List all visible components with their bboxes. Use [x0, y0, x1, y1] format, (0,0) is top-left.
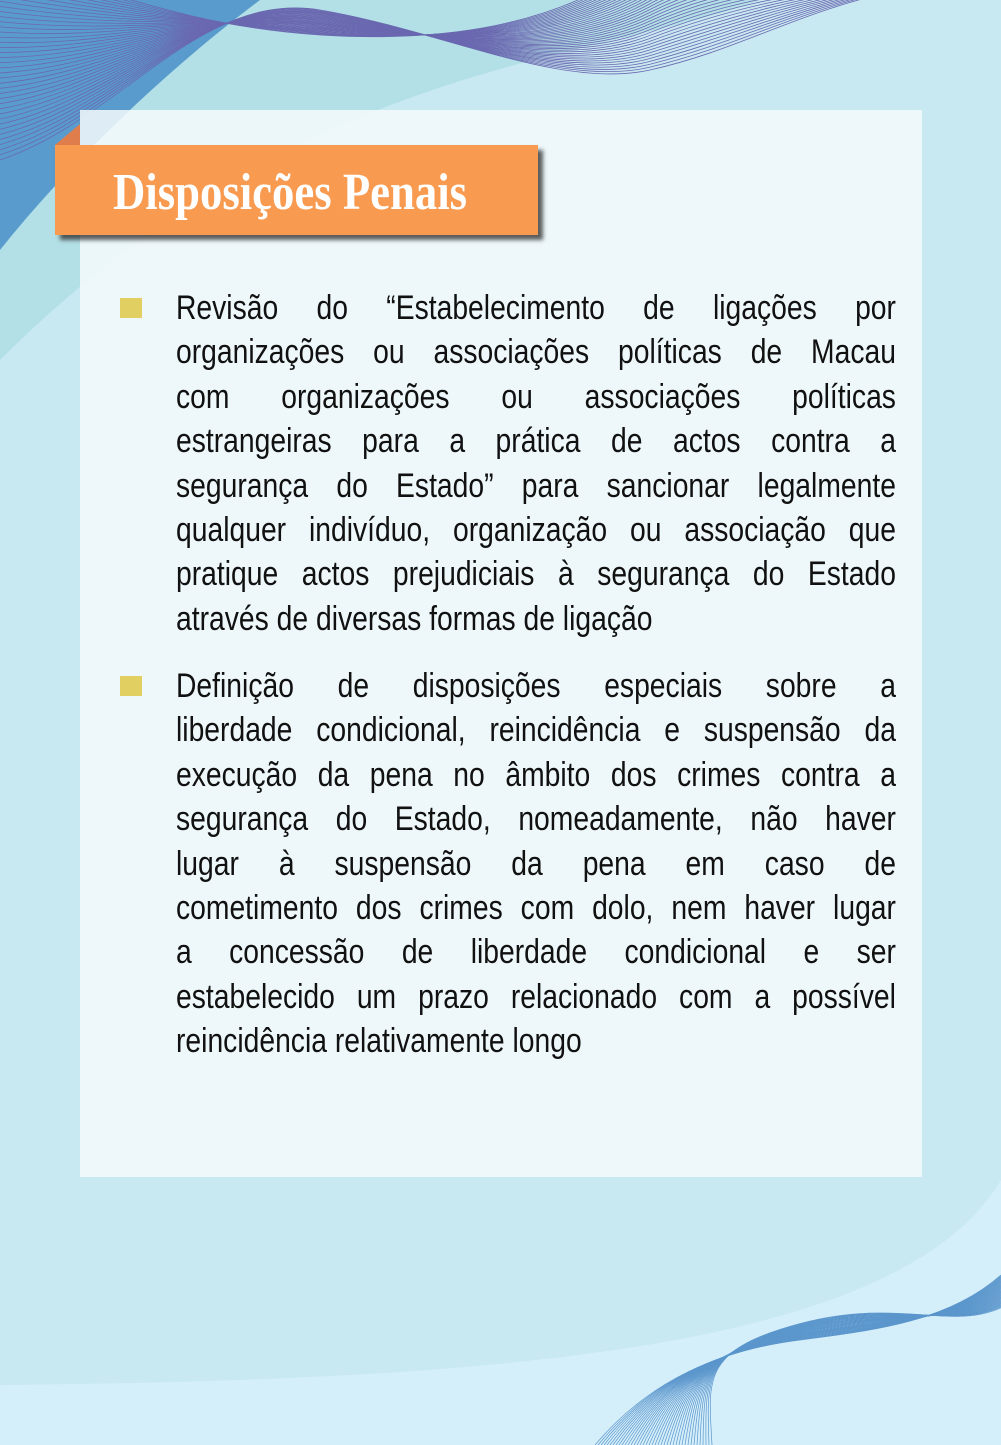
text-line: segurança do Estado” para sancionar legalmente	[176, 466, 896, 505]
bullet-square-icon	[120, 298, 142, 318]
text-line: a concessão de liberdade condicional e ser	[176, 933, 896, 972]
text-line: liberdade condicional, reincidência e suspensão da	[176, 711, 896, 750]
text-line: segurança do Estado, nomeadamente, não haver	[176, 800, 896, 839]
text-line: pratique actos prejudiciais à segurança do Estado	[176, 555, 896, 594]
text-line: organizações ou associações políticas de Macau	[176, 333, 896, 372]
text-line: cometimento dos crimes com dolo, nem haver lugar	[176, 888, 896, 927]
title-banner	[55, 145, 538, 235]
bullet-square-icon	[120, 676, 142, 696]
text-line: estabelecido um prazo relacionado com a possível	[176, 977, 896, 1016]
text-line: execução da pena no âmbito dos crimes contra a	[176, 755, 896, 794]
text-line: Definição de disposições especiais sobre a	[176, 667, 896, 705]
page-title: Disposições Penais	[113, 164, 468, 221]
text-line: qualquer indivíduo, organização ou associação que	[176, 510, 896, 549]
text-line: reincidência relativamente longo	[176, 1022, 582, 1061]
text-line: Revisão do “Estabelecimento de ligações por	[176, 289, 896, 327]
text-line: com organizações ou associações políticas	[176, 377, 896, 416]
bullet-paragraph	[176, 664, 896, 1064]
bullet-paragraph	[176, 286, 896, 641]
text-line: lugar à suspensão da pena em caso de	[176, 844, 896, 883]
text-line: estrangeiras para a prática de actos contra a	[176, 422, 896, 461]
text-line: através de diversas formas de ligação	[176, 599, 653, 638]
title-ribbon-fold	[55, 124, 80, 145]
